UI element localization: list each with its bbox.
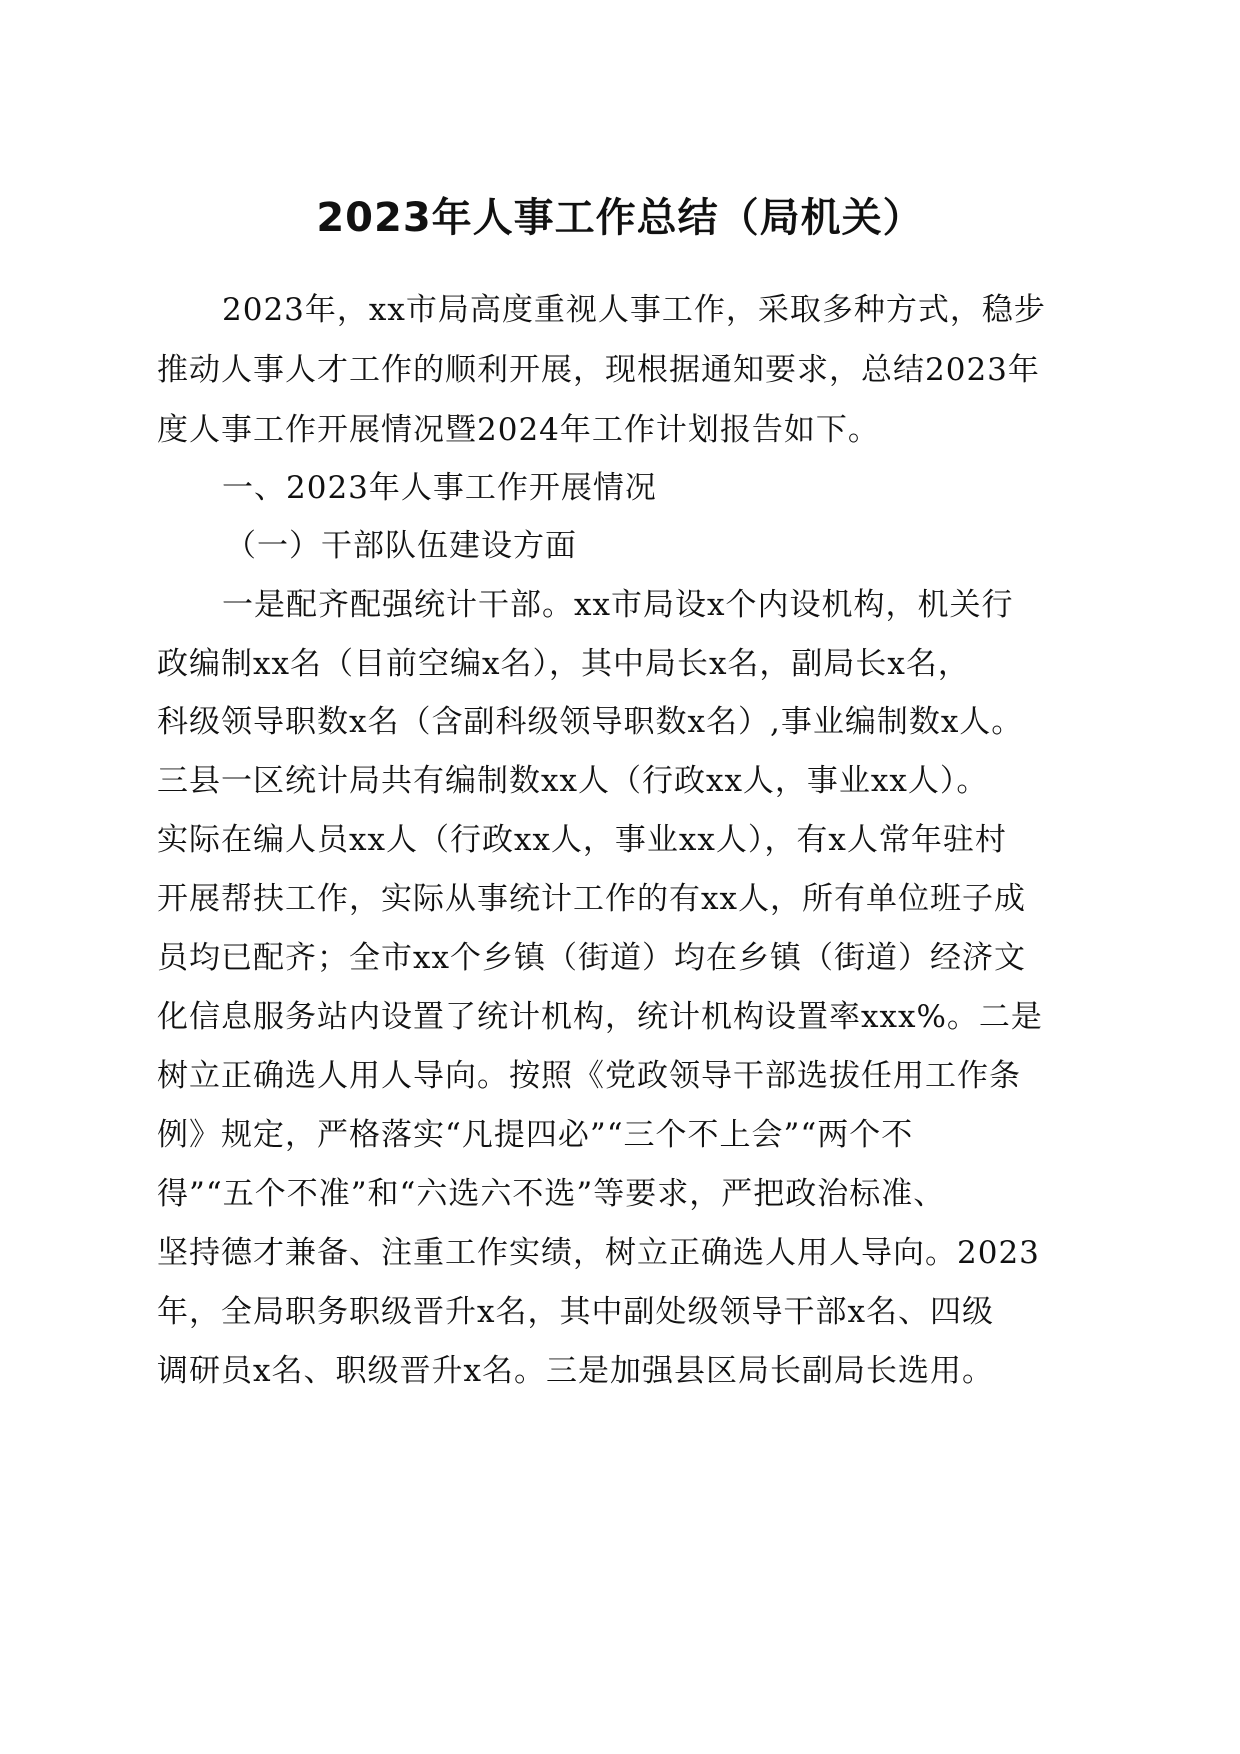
paragraph-line: 政编制xx名（目前空编x名），其中局长x名，副局长x名， (157, 646, 970, 682)
paragraph-line: 实际在编人员xx人（行政xx人，事业xx人），有x人常年驻村 (157, 822, 1007, 858)
paragraph-line: 一是配齐配强统计干部。xx市局设x个内设机构，机关行 (222, 587, 1014, 623)
paragraph-line: 例》规定，严格落实“凡提四必”“三个不上会”“两个不 (157, 1117, 914, 1153)
paragraph-line: 坚持德才兼备、注重工作实绩，树立正确选人用人导向。2023 (157, 1235, 1040, 1271)
paragraph-line: 年，全局职务职级晋升x名，其中副处级领导干部x名、四级 (157, 1294, 994, 1330)
paragraph-line: 员均已配齐；全市xx个乡镇（街道）均在乡镇（街道）经济文 (157, 940, 1026, 976)
paragraph-line: 2023年，xx市局高度重视人事工作，采取多种方式，稳步 (222, 292, 1046, 328)
document-title: 2023年人事工作总结（局机关） (316, 195, 924, 241)
paragraph-line: 得”“五个不准”和“六选六不选”等要求，严把政治标准、 (157, 1176, 946, 1212)
paragraph-line: 树立正确选人用人导向。按照《党政领导干部选拔任用工作条 (157, 1058, 1021, 1094)
section-heading: 一、2023年人事工作开展情况 (222, 470, 657, 506)
paragraph-line: 化信息服务站内设置了统计机构，统计机构设置率xxx%。二是 (157, 999, 1043, 1035)
paragraph-line: 推动人事人才工作的顺利开展，现根据通知要求，总结2023年 (157, 352, 1040, 388)
paragraph-line: 度人事工作开展情况暨2024年工作计划报告如下。 (157, 412, 880, 448)
paragraph-line: 开展帮扶工作，实际从事统计工作的有xx人，所有单位班子成 (157, 881, 1026, 917)
paragraph-line: 科级领导职数x名（含副科级领导职数x名）,事业编制数x人。 (157, 704, 1024, 740)
paragraph-line: 调研员x名、职级晋升x名。三是加强县区局长副局长选用。 (157, 1353, 994, 1389)
subsection-heading: （一）干部队伍建设方面 (225, 528, 577, 564)
paragraph-line: 三县一区统计局共有编制数xx人（行政xx人，事业xx人）。 (157, 763, 989, 799)
